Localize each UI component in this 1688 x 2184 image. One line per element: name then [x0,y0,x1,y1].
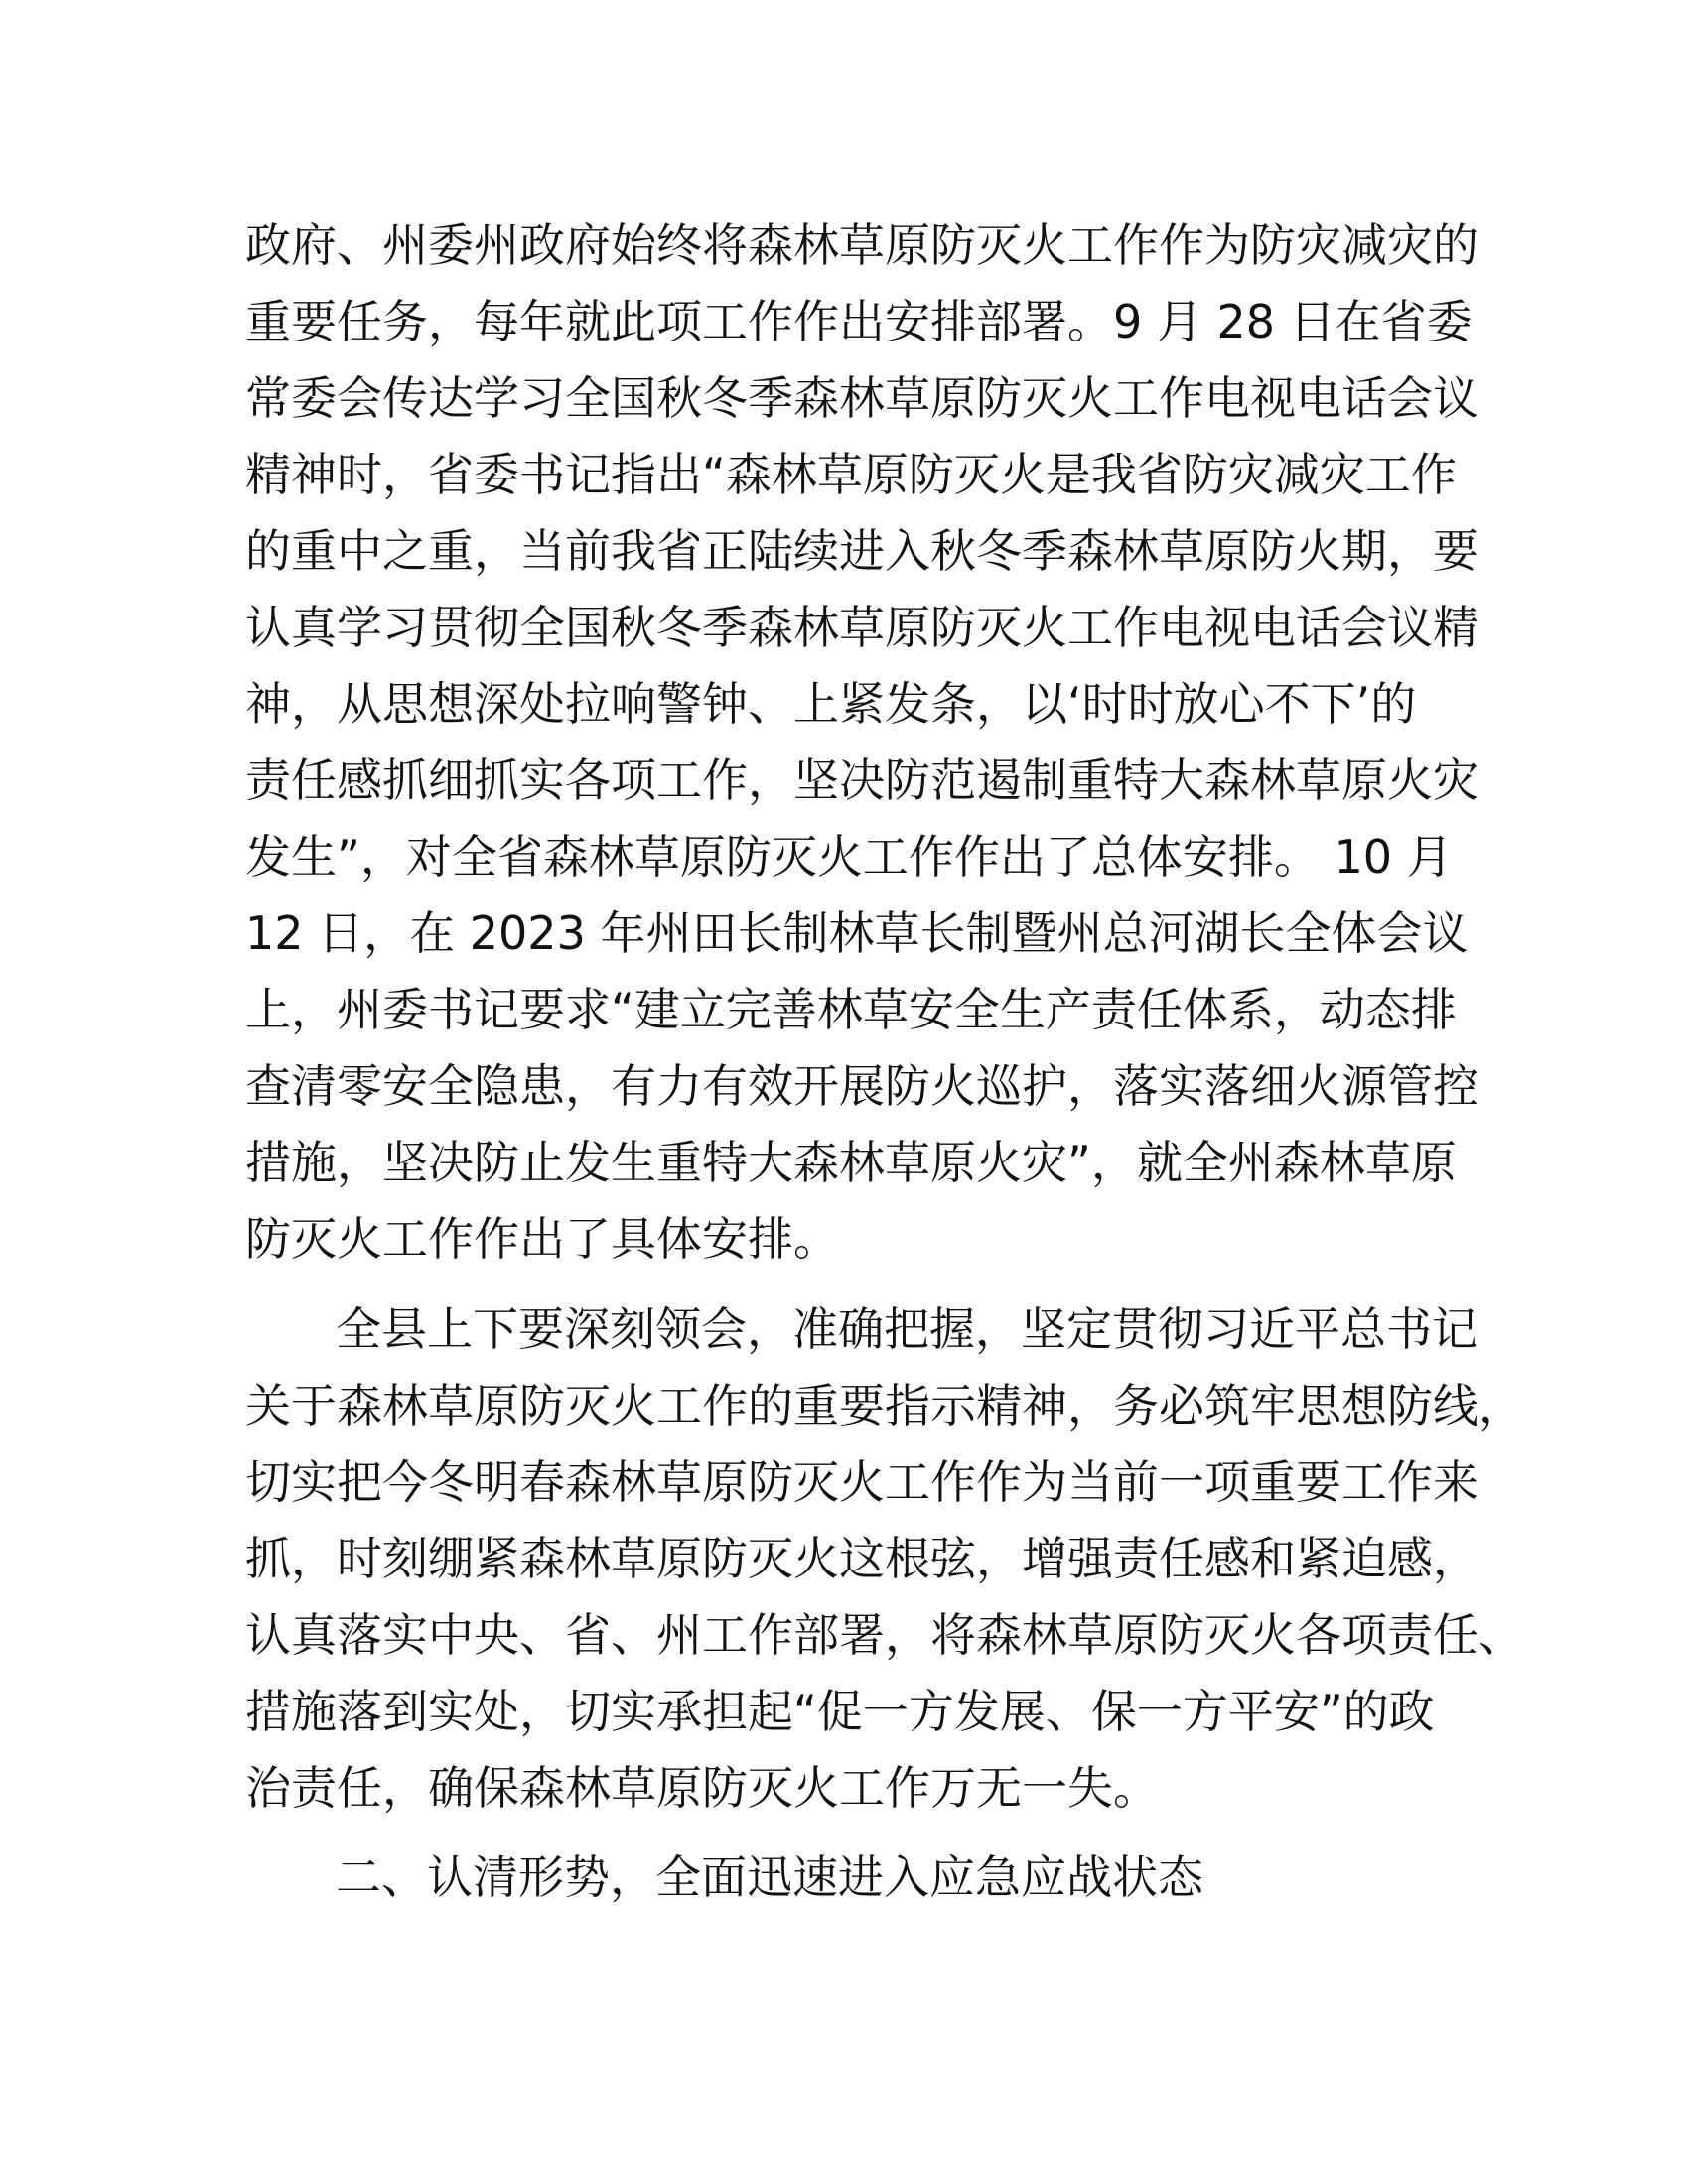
paragraph-line: 神，从思想深处拉响警钟、上紧发条，以‘时时放心不下’的 [245,677,1417,731]
section-heading: 二、认清形势，全面迅速进入应急应战状态 [336,1850,1203,1904]
paragraph-line: 发生”，对全省森林草原防灭火工作作出了总体安排。 10 月 [245,830,1453,884]
paragraph-line: 切实把今冬明春森林草原防灭火工作作为当前一项重要工作来 [245,1455,1478,1509]
paragraph-line: 抓，时刻绷紧森林草原防灭火这根弦，增强责任感和紧迫感， [245,1532,1478,1585]
paragraph-line: 重要任务，每年就此项工作作出安排部署。9 月 28 日在省委 [245,295,1473,348]
paragraph-line: 防灭火工作作出了具体安排。 [245,1212,839,1266]
paragraph-line: 精神时，省委书记指出“森林草原防灭火是我省防灾减灾工作 [245,448,1457,501]
paragraph-line: 12 日，在 2023 年州田长制林草长制暨州总河湖长全体会议 [245,906,1469,960]
paragraph-line: 常委会传达学习全国秋冬季森林草原防灭火工作电视电话会议 [245,371,1478,425]
paragraph-line: 认真落实中央、省、州工作部署，将森林草原防灭火各项责任、 [245,1608,1524,1662]
paragraph-line: 的重中之重，当前我省正陆续进入秋冬季森林草原防火期，要 [245,524,1478,578]
paragraph-line: 关于森林草原防灭火工作的重要指示精神，务必筑牢思想防线， [245,1379,1524,1433]
paragraph-line: 查清零安全隐患，有力有效开展防火巡护，落实落细火源管控 [245,1059,1478,1113]
paragraph-line: 全县上下要深刻领会，准确把握，坚定贯彻习近平总书记 [336,1302,1477,1356]
paragraph-line: 治责任，确保森林草原防灭火工作万无一失。 [245,1761,1159,1815]
paragraph-line: 措施，坚决防止发生重特大森林草原火灾”，就全州森林草原 [245,1136,1457,1189]
paragraph-line: 措施落到实处，切实承担起“促一方发展、保一方平安”的政 [245,1685,1435,1738]
paragraph-line: 责任感抓细抓实各项工作，坚决防范遏制重特大森林草原火灾 [245,753,1478,807]
paragraph-line: 认真学习贯彻全国秋冬季森林草原防灭火工作电视电话会议精 [245,601,1478,654]
paragraph-line: 政府、州委州政府始终将森林草原防灭火工作作为防灾减灾的 [245,218,1478,272]
paragraph-line: 上，州委书记要求“建立完善林草安全生产责任体系，动态排 [245,983,1457,1036]
